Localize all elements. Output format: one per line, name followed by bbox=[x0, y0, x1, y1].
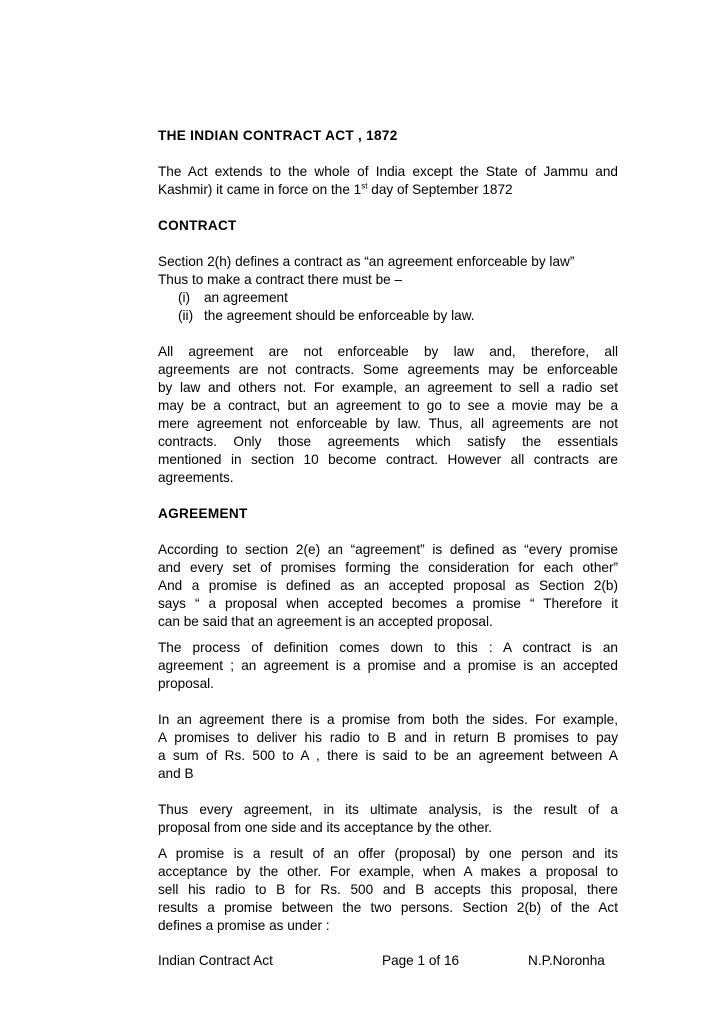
text-line: may be a contract, but an agreement to go to see a movie may be a bbox=[158, 398, 618, 413]
definition-process bbox=[158, 639, 618, 693]
text-line: acceptance by the other. For example, when A makes a proposal to bbox=[158, 864, 618, 879]
document-body bbox=[158, 127, 618, 953]
section-heading-agreement: AGREEMENT bbox=[158, 506, 248, 521]
intro-text: Kashmir) it came in force on the 1 bbox=[158, 182, 362, 197]
document-title: THE INDIAN CONTRACT ACT , 1872 bbox=[158, 128, 398, 143]
list-number: (i) bbox=[178, 290, 191, 305]
agreement-example bbox=[158, 711, 618, 783]
text-line: says “ a proposal when accepted becomes a promise “ Therefore it bbox=[158, 596, 618, 611]
text-line: And a promise is defined as an accepted proposal as Section 2(b) bbox=[158, 578, 618, 593]
page-footer bbox=[158, 952, 618, 970]
text-line: A promises to deliver his radio to B and in return B promises to pay bbox=[158, 730, 618, 745]
intro-text: day of September 1872 bbox=[367, 182, 513, 197]
text-line: proposal from one side and its acceptance by the other. bbox=[158, 820, 493, 835]
text-line: All agreement are not enforceable by law and, therefore, all bbox=[158, 344, 618, 359]
list-text: an agreement bbox=[204, 290, 288, 305]
promise-explanation bbox=[158, 845, 618, 935]
ordinal-suffix: st bbox=[361, 181, 368, 191]
intro-paragraph bbox=[158, 163, 618, 199]
text-line: and every set of promises forming the consideration for each other” bbox=[158, 560, 618, 575]
text-line: agreements are not contracts. Some agreements may be enforceable bbox=[158, 362, 618, 377]
text-line: by law and others not. For example, an agreement to sell a radio set bbox=[158, 380, 618, 395]
definition-line: Thus to make a contract there must be – bbox=[158, 272, 403, 287]
contract-requirements-list bbox=[158, 289, 618, 325]
contract-definition bbox=[158, 253, 618, 289]
text-line: proposal. bbox=[158, 676, 214, 691]
text-line: mere agreement not enforceable by law. Thus, all agreements are not bbox=[158, 416, 618, 431]
text-line: agreement ; an agreement is a promise and a promise is an accepted bbox=[158, 658, 618, 673]
list-item bbox=[158, 307, 618, 325]
text-line: mentioned in section 10 become contract. However all contracts are bbox=[158, 452, 618, 467]
text-line: contracts. Only those agreements which satisfy the essentials bbox=[158, 434, 618, 449]
agreement-definition bbox=[158, 541, 618, 631]
text-line: A promise is a result of an offer (proposal) by one person and its bbox=[158, 846, 618, 861]
section-heading-contract: CONTRACT bbox=[158, 218, 237, 233]
text-line: defines a promise as under : bbox=[158, 918, 330, 933]
text-line: In an agreement there is a promise from both the sides. For example, bbox=[158, 712, 618, 727]
text-line: agreements. bbox=[158, 470, 234, 485]
contract-explanation bbox=[158, 343, 618, 487]
text-line: Thus every agreement, in its ultimate analysis, is the result of a bbox=[158, 802, 618, 817]
list-text: the agreement should be enforceable by law. bbox=[204, 308, 475, 323]
footer-page-number: Page 1 of 16 bbox=[382, 953, 460, 968]
list-item bbox=[158, 289, 618, 307]
text-line: sell his radio to B for Rs. 500 and B accepts this proposal, there bbox=[158, 882, 618, 897]
text-line: According to section 2(e) an “agreement” is defined as “every promise bbox=[158, 542, 618, 557]
text-line: results a promise between the two persons. Section 2(b) of the Act bbox=[158, 900, 618, 915]
footer-document-name: Indian Contract Act bbox=[158, 953, 273, 968]
text-line: The process of definition comes down to this : A contract is an bbox=[158, 640, 618, 655]
text-line: and B bbox=[158, 766, 194, 781]
agreement-analysis bbox=[158, 801, 618, 837]
text-line: a sum of Rs. 500 to A , there is said to be an agreement between A bbox=[158, 748, 618, 763]
footer-author: N.P.Noronha bbox=[528, 953, 605, 968]
text-line: can be said that an agreement is an accepted proposal. bbox=[158, 614, 493, 629]
definition-line: Section 2(h) defines a contract as “an agreement enforceable by law” bbox=[158, 254, 575, 269]
list-number: (ii) bbox=[178, 308, 194, 323]
intro-line: The Act extends to the whole of India except the State of Jammu and bbox=[158, 164, 618, 179]
intro-line bbox=[158, 181, 618, 199]
